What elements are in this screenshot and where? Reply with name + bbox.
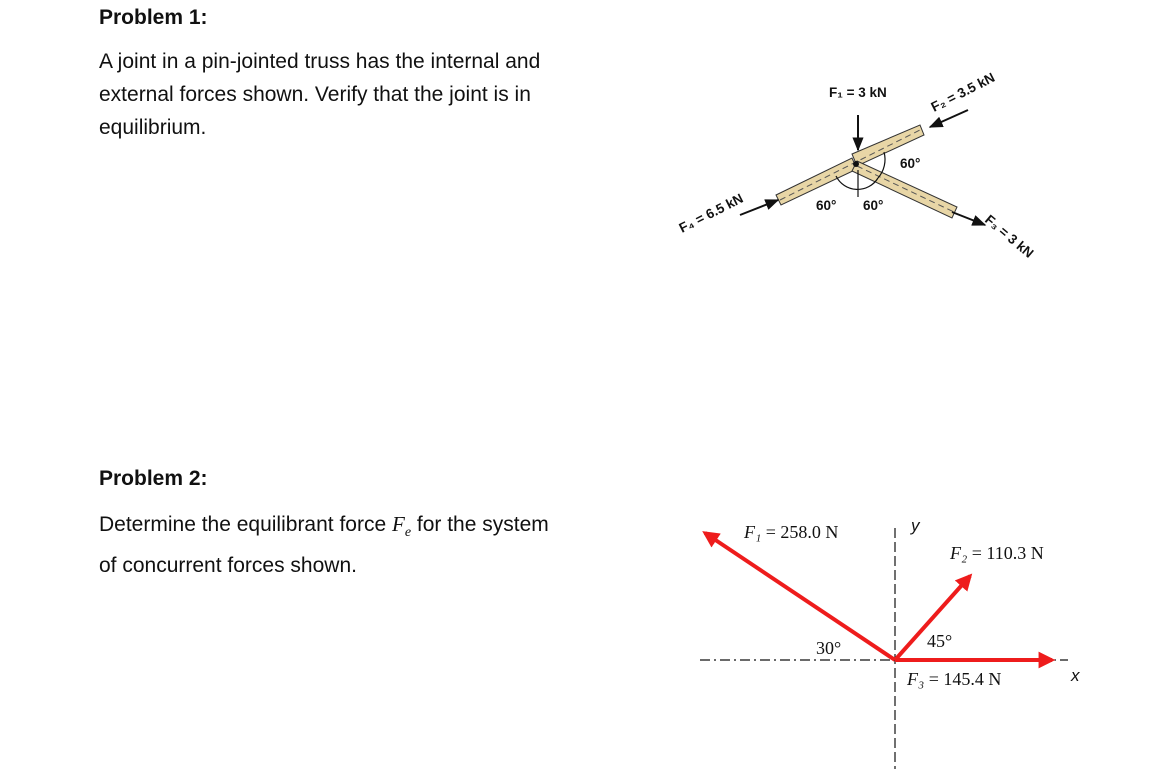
label-f2 (949, 543, 1044, 563)
equilibrant-subscript: e (404, 525, 412, 541)
label-f1-symbol: F₁ (744, 522, 762, 542)
equilibrant-symbol: F (392, 512, 405, 536)
force-f1-arrow (705, 533, 895, 660)
problem2-line-2: of concurrent forces shown. (99, 554, 357, 578)
label-f2-symbol: F₂ (950, 543, 968, 563)
label-angle-45: 45° (927, 631, 953, 651)
label-angle-right: 60° (863, 198, 884, 213)
label-f4: F₄ = 6.5 kN (676, 190, 746, 236)
label-f3-value: = 145.4 N (924, 669, 1002, 689)
label-y-axis: y (911, 516, 920, 535)
label-angle-top: 60° (900, 156, 921, 171)
problem2-line-1-post: for the system (411, 513, 549, 536)
label-f3: F₃ = 3 kN (982, 211, 1037, 261)
label-f2: F₂ = 3.5 kN (928, 69, 998, 115)
problem2-line-1-pre: Determine the equilibrant force (99, 513, 392, 536)
label-f3 (906, 669, 1001, 689)
label-f2-value: = 110.3 N (967, 543, 1044, 563)
label-x-axis: x (1071, 666, 1080, 685)
label-f1-value: = 258.0 N (761, 522, 839, 542)
problem1-line-2: external forces shown. Verify that the joint is in (99, 83, 531, 106)
label-f1: F₁ = 3 kN (829, 85, 887, 100)
problem1-heading: Problem 1: (99, 6, 208, 29)
problem1-line-3: equilibrium. (99, 116, 207, 139)
problem2-heading: Problem 2: (99, 467, 208, 490)
problem1-line-1: A joint in a pin-jointed truss has the internal and (99, 50, 541, 73)
label-f3-symbol: F₃ (907, 669, 925, 689)
label-angle-left: 60° (816, 198, 837, 213)
label-angle-30: 30° (816, 638, 842, 658)
label-f1 (743, 522, 838, 542)
